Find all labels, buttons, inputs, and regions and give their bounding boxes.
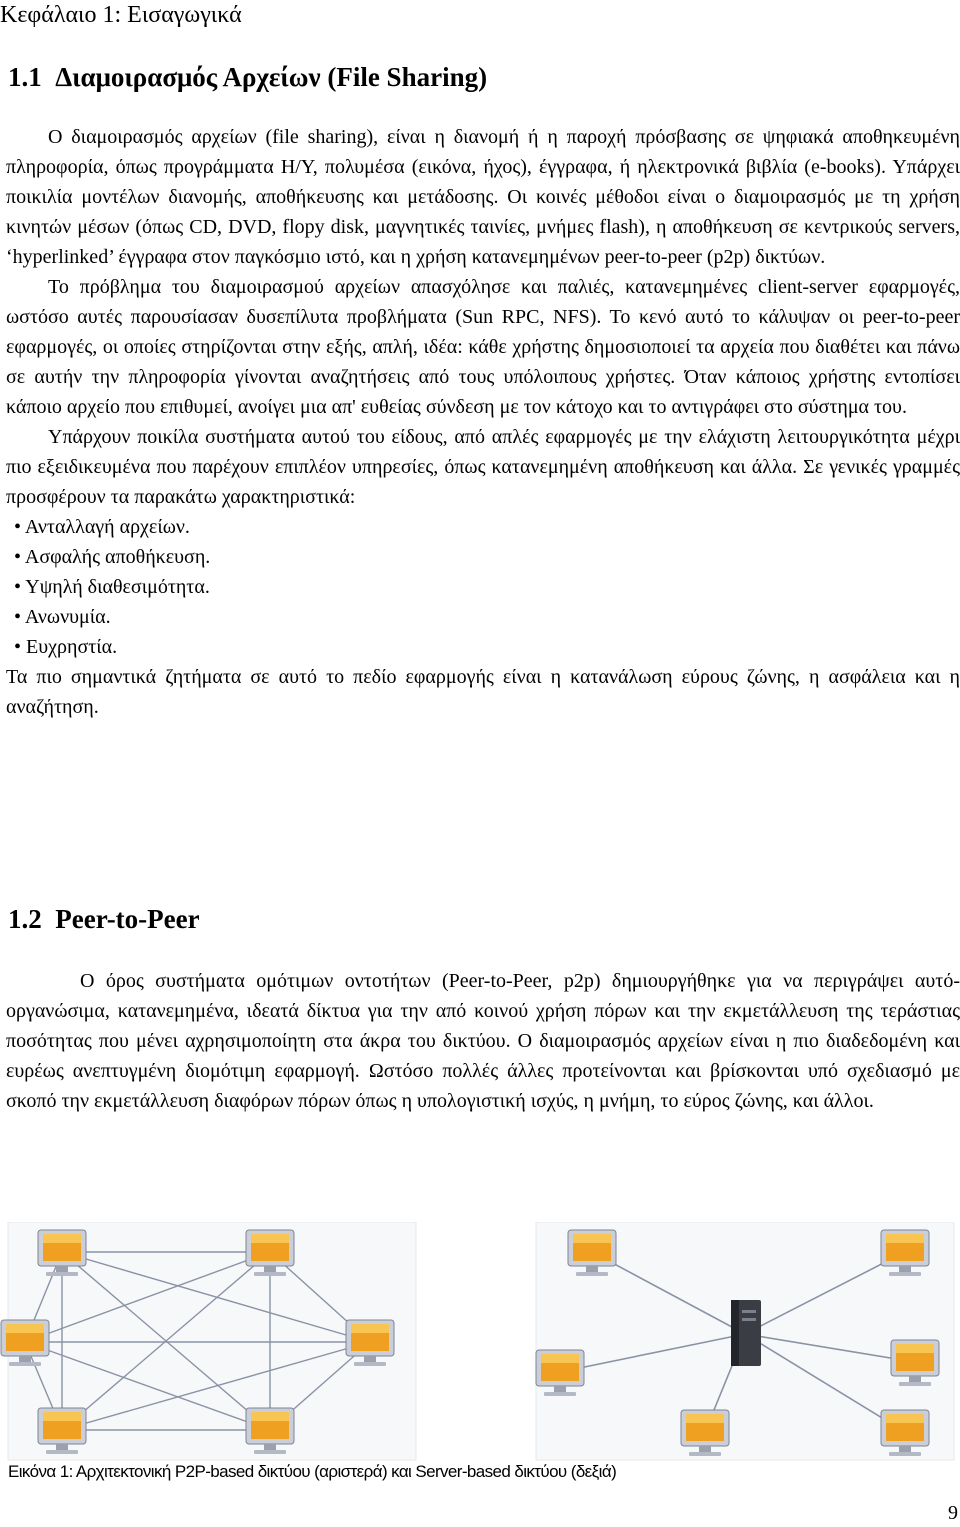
feature-list bbox=[6, 512, 960, 662]
paragraph: Τα πιο σημαντικά ζητήματα σε αυτό το πεδίο εφαρμογής είναι η κατανάλωση εύρους ζώνης, η ασφάλεια και η αναζήτηση. bbox=[6, 666, 960, 718]
p2p-network-diagram bbox=[1, 1222, 416, 1460]
section-title: Διαμοιρασμός Αρχείων (File Sharing) bbox=[55, 62, 488, 92]
section-1-1-body bbox=[6, 122, 960, 722]
paragraph: Ο όρος συστήματα ομότιμων οντοτήτων (Peer-to-Peer, p2p) δημιουργήθηκε για να περιγράψει αυτό-οργανώσιμα, κατανεμημένα, ιδεατά δίκτυα για την από κοινού χρήση πόρων και την εκμετάλλευση της τεράστιας ποσότητας που μένει αχρησιμοποίητη στα άκρα του δικτύου. Ο διαμοιρασμός αρχείων είναι η πιο διαδεδομένη και ευρέως ανεπτυγμένη διομότιμη εφαρμογή. Ωστόσο πολλές άλλες προτείνονται και βρίσκονται υπό σχεδιασμό με σκοπό την εκμετάλλευση διαφόρων πόρων όπως η υπολογιστική ισχύς, η μνήμη, το εύρος ζώνης, και άλλοι. bbox=[6, 970, 960, 1112]
section-number: 1.1 bbox=[8, 62, 42, 92]
network-diagram bbox=[0, 1222, 960, 1462]
figure-caption: Εικόνα 1: Αρχιτεκτονική P2P-based δικτύου (αριστερά) και Server-based δικτύου (δεξιά) bbox=[8, 1462, 617, 1481]
paragraph: Ο διαμοιρασμός αρχείων (file sharing), είναι η διανομή ή η παροχή πρόσβασης σε ψηφιακά αποθηκευμένη πληροφορία, όπως προγράμματα Η/Υ, πολυμέσα (εικόνα, ήχος), έγγραφα, ή ηλεκτρονικά βιβλία (e-books). Υπάρχει ποικιλία μοντέλων διανομής, αποθήκευσης και μετάδοσης. Οι κοινές μέθοδοι είναι ο διαμοιρασμός με τη χρήση κινητών μέσων (όπως CD, DVD, flopy disk, μαγνητικές ταινίες, μνήμες flash), η αποθήκευση σε κεντρικούς servers, ‘hyperlinked’ έγγραφα στον παγκόσμιο ιστό, και η χρήση κατανεμημένων peer-to-peer (p2p) δικτύων. bbox=[6, 126, 960, 268]
section-1-2-body bbox=[6, 966, 960, 1116]
network-figure bbox=[0, 1222, 960, 1462]
list-item: • Ευχρηστία. bbox=[6, 632, 960, 662]
paragraph: Υπάρχουν ποικίλα συστήματα αυτού του είδους, από απλές εφαρμογές με την ελάχιστη λειτουργικότητα μέχρι πιο εξειδικευμένα που παρέχουν επιπλέον υπηρεσίες, όπως κατανεμημένη αποθήκευση και άλλα. Σε γενικές γραμμές προσφέρουν τα παρακάτω χαρακτηριστικά: bbox=[6, 426, 960, 508]
section-heading-1-1 bbox=[8, 60, 487, 94]
section-heading-1-2 bbox=[8, 902, 200, 936]
section-number: 1.2 bbox=[8, 904, 42, 934]
list-item: • Υψηλή διαθεσιμότητα. bbox=[6, 572, 960, 602]
server-icon bbox=[731, 1300, 761, 1366]
list-item: • Ανωνυμία. bbox=[6, 602, 960, 632]
list-item: • Ασφαλής αποθήκευση. bbox=[6, 542, 960, 572]
section-title: Peer-to-Peer bbox=[55, 904, 200, 934]
server-based-network-diagram bbox=[536, 1222, 954, 1460]
chapter-title: Κεφάλαιο 1: Εισαγωγικά bbox=[0, 2, 242, 28]
list-item: • Ανταλλαγή αρχείων. bbox=[6, 512, 960, 542]
page-number: 9 bbox=[948, 1502, 958, 1524]
paragraph: Το πρόβλημα του διαμοιρασμού αρχείων απασχόλησε και παλιές, κατανεμημένες client-server εφαρμογές, ωστόσο αυτές παρουσίασαν δυσεπίλυτα προβλήματα (Sun RPC, NFS). Το κενό αυτό το κάλυψαν οι peer-to-peer εφαρμογές, οι οποίες στηρίζονται στην εξής, απλή, ιδέα: κάθε χρήστης δημοσιοποιεί τα αρχεία που διαθέτει και πάνω σε αυτήν την πληροφορία γίνονται αναζητήσεις από τους υπόλοιπους χρήστες. Όταν κάποιος χρήστης εντοπίσει κάποιο αρχείο που επιθυμεί, ανοίγει μια απ' ευθείας σύνδεση με τον κάτοχο και το αντιγράφει στο σύστημα του. bbox=[6, 276, 960, 418]
